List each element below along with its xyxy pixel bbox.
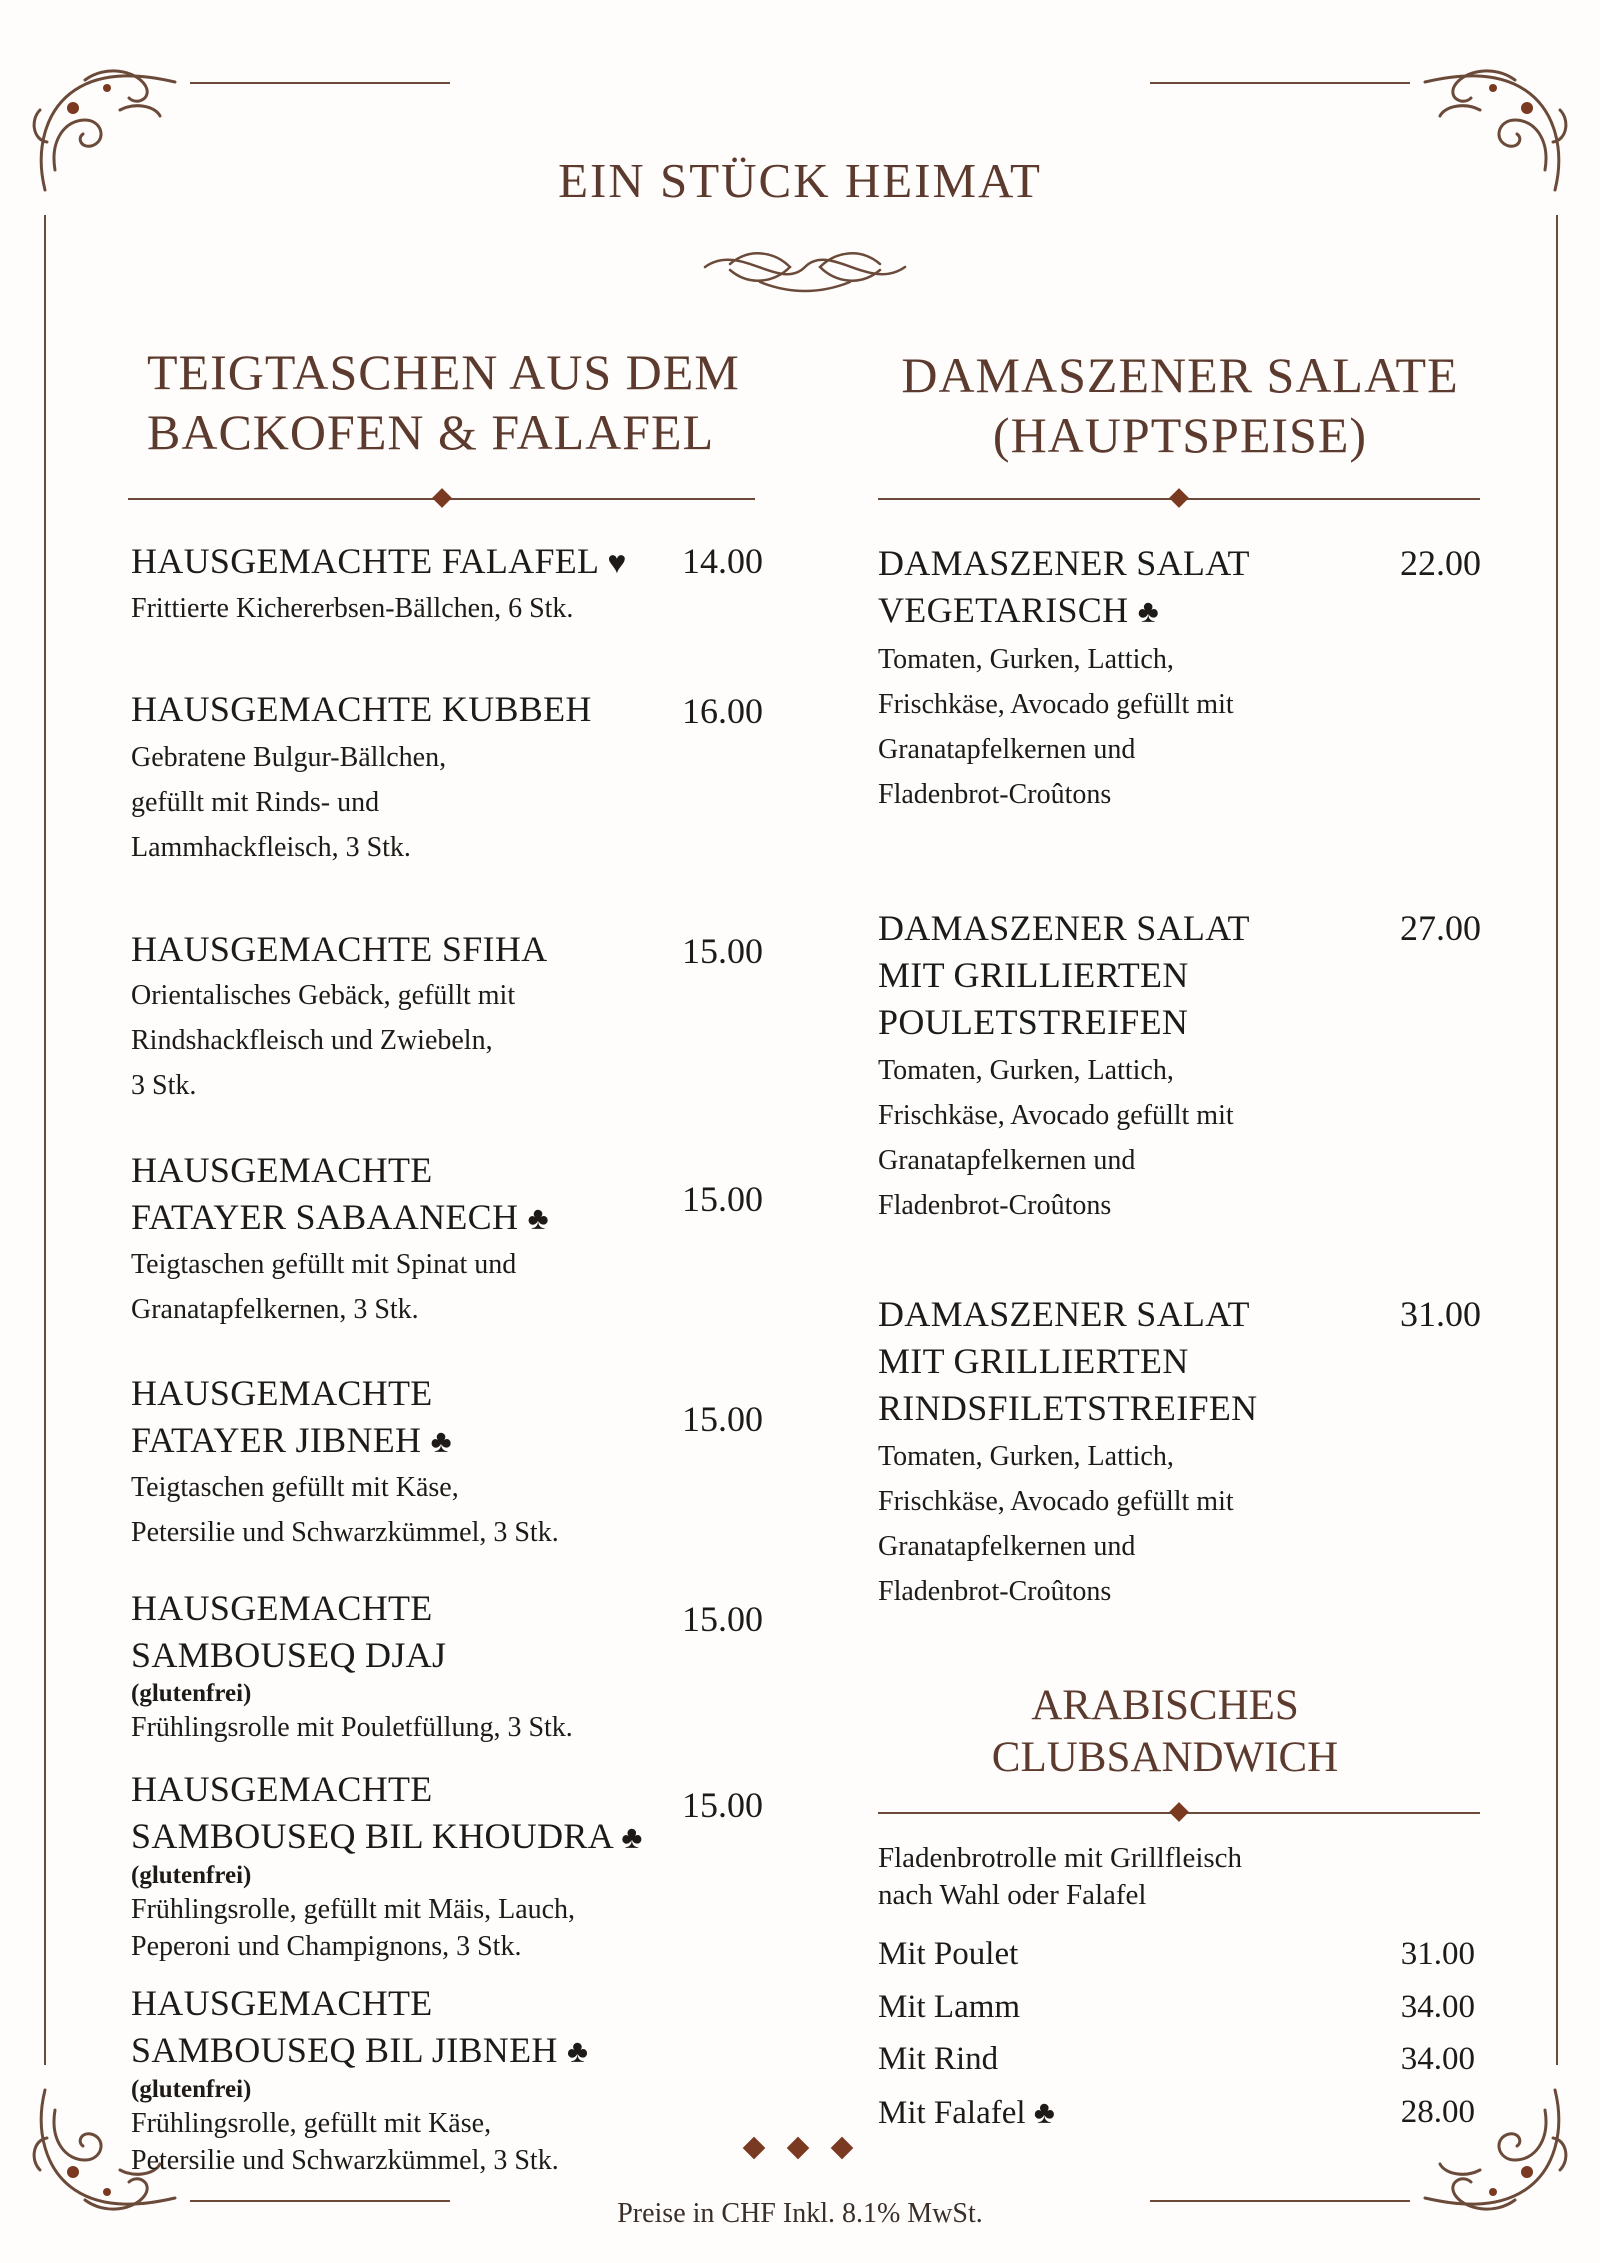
- option-lamm: [878, 1985, 1475, 2029]
- club-icon: ♣: [527, 1200, 549, 1236]
- page-title: EIN STÜCK HEIMAT: [558, 153, 1042, 208]
- item-price: 22.00: [1400, 543, 1481, 583]
- item-description: Tomaten, Gurken, Lattich, Frischkäse, Avocado gefüllt mit Granatapfelkernen und Fladenbrot-Croûtons: [878, 644, 1234, 810]
- item-name: HAUSGEMACHTE KUBBEH: [131, 689, 592, 729]
- menu-item-salat-vegetarisch: [878, 540, 1478, 817]
- item-name: HAUSGEMACHTE SAMBOUSEQ DJAJ: [131, 1588, 447, 1675]
- menu-item-sambouseq-djaj: [131, 1585, 751, 1746]
- glutenfree-tag: (glutenfrei): [131, 1862, 252, 1889]
- menu-item-fatayer-sabaanech: [131, 1147, 751, 1332]
- menu-item-falafel: [131, 538, 751, 631]
- option-price: 31.00: [1400, 1936, 1475, 1972]
- price-note: Preise in CHF Inkl. 8.1% MwSt.: [617, 2198, 983, 2229]
- option-falafel: [878, 2090, 1475, 2135]
- club-icon: ♣: [1033, 2094, 1055, 2130]
- item-description: Tomaten, Gurken, Lattich, Frischkäse, Avocado gefüllt mit Granatapfelkernen und Fladenbrot-Croûtons: [878, 1441, 1234, 1607]
- item-price: 15.00: [682, 1785, 763, 1825]
- section-title-salate: DAMASZENER SALATE (HAUPTSPEISE): [901, 347, 1459, 463]
- clubsandwich-description: Fladenbrotrolle mit Grillfleisch nach Wahl oder Falafel: [878, 1842, 1243, 1911]
- section-divider-left: [128, 486, 755, 512]
- item-name: HAUSGEMACHTE FALAFEL: [131, 541, 599, 581]
- club-icon: ♣: [567, 2033, 589, 2069]
- item-description: Frühlingsrolle mit Pouletfüllung, 3 Stk.: [131, 1712, 573, 1743]
- item-name: DAMASZENER SALAT VEGETARISCH: [878, 543, 1250, 630]
- item-name: DAMASZENER SALAT MIT GRILLIERTEN RINDSFILETSTREIFEN: [878, 1294, 1258, 1428]
- item-description: Teigtaschen gefüllt mit Spinat und Granatapfelkernen, 3 Stk.: [131, 1249, 517, 1325]
- menu-item-sambouseq-jibneh: [131, 1980, 751, 2179]
- club-icon: ♣: [621, 1819, 643, 1855]
- option-label: Mit Rind: [878, 2041, 999, 2077]
- item-name: HAUSGEMACHTE FATAYER SABAANECH: [131, 1150, 519, 1237]
- item-description: Frittierte Kichererbsen-Bällchen, 6 Stk.: [131, 593, 574, 624]
- item-description: Gebratene Bulgur-Bällchen, gefüllt mit Rinds- und Lammhackfleisch, 3 Stk.: [131, 742, 447, 863]
- item-name: HAUSGEMACHTE SAMBOUSEQ BIL KHOUDRA: [131, 1769, 613, 1856]
- diamond-ornament-icon: [740, 2132, 860, 2162]
- item-price: 27.00: [1400, 908, 1481, 948]
- menu-item-sfiha: [131, 926, 751, 1108]
- item-description: Frühlingsrolle, gefüllt mit Mäis, Lauch, Peperoni und Champignons, 3 Stk.: [131, 1894, 576, 1962]
- option-poulet: [878, 1932, 1475, 1976]
- item-name: HAUSGEMACHTE SAMBOUSEQ BIL JIBNEH: [131, 1983, 558, 2070]
- option-price: 34.00: [1400, 2041, 1475, 2077]
- glutenfree-tag: (glutenfrei): [131, 1680, 252, 1707]
- item-price: 15.00: [682, 1179, 763, 1219]
- option-price: 28.00: [1400, 2094, 1475, 2130]
- frame-left-line: [44, 215, 46, 2065]
- menu-item-fatayer-jibneh: [131, 1370, 751, 1555]
- item-price: 16.00: [682, 691, 763, 731]
- swash-ornament-icon: [700, 232, 910, 302]
- heart-icon: ♥: [607, 544, 627, 580]
- item-description: Teigtaschen gefüllt mit Käse, Petersilie und Schwarzkümmel, 3 Stk.: [131, 1472, 559, 1548]
- item-name: DAMASZENER SALAT MIT GRILLIERTEN POULETSTREIFEN: [878, 908, 1250, 1042]
- item-price: 15.00: [682, 1399, 763, 1439]
- item-description: Orientalisches Gebäck, gefüllt mit Rindshackfleisch und Zwiebeln, 3 Stk.: [131, 980, 516, 1101]
- item-name: HAUSGEMACHTE SFIHA: [131, 929, 548, 969]
- frame-right-line: [1556, 215, 1558, 2065]
- section-divider-right: [878, 486, 1480, 512]
- frame-top-right-line: [1150, 82, 1410, 84]
- club-icon: ♣: [430, 1423, 452, 1459]
- item-name: HAUSGEMACHTE FATAYER JIBNEH: [131, 1373, 433, 1460]
- item-price: 15.00: [682, 931, 763, 971]
- club-icon: ♣: [1137, 593, 1160, 629]
- menu-item-salat-poulet: [878, 905, 1478, 1228]
- item-price: 15.00: [682, 1599, 763, 1639]
- option-label: Mit Poulet: [878, 1936, 1019, 1972]
- item-price: 31.00: [1400, 1294, 1481, 1334]
- menu-item-salat-rindsfilet: [878, 1291, 1478, 1614]
- menu-item-sambouseq-khoudra: [131, 1766, 751, 1965]
- item-description: Tomaten, Gurken, Lattich, Frischkäse, Avocado gefüllt mit Granatapfelkernen und Fladenbrot-Croûtons: [878, 1055, 1234, 1221]
- option-label: Mit Lamm: [878, 1989, 1021, 2025]
- option-price: 34.00: [1400, 1989, 1475, 2025]
- item-description: Frühlingsrolle, gefüllt mit Käse, Petersilie und Schwarzkümmel, 3 Stk.: [131, 2108, 559, 2176]
- item-price: 14.00: [682, 541, 763, 581]
- glutenfree-tag: (glutenfrei): [131, 2076, 252, 2103]
- frame-top-left-line: [190, 82, 450, 84]
- option-label: Mit Falafel: [878, 2095, 1026, 2131]
- option-rind: [878, 2037, 1475, 2081]
- menu-item-kubbeh: [131, 686, 751, 870]
- section-title-teigtaschen: TEIGTASCHEN AUS DEM BACKOFEN & FALAFEL: [147, 344, 740, 460]
- section-divider-club: [878, 1800, 1480, 1826]
- section-title-clubsandwich: ARABISCHES CLUBSANDWICH: [991, 1682, 1339, 1781]
